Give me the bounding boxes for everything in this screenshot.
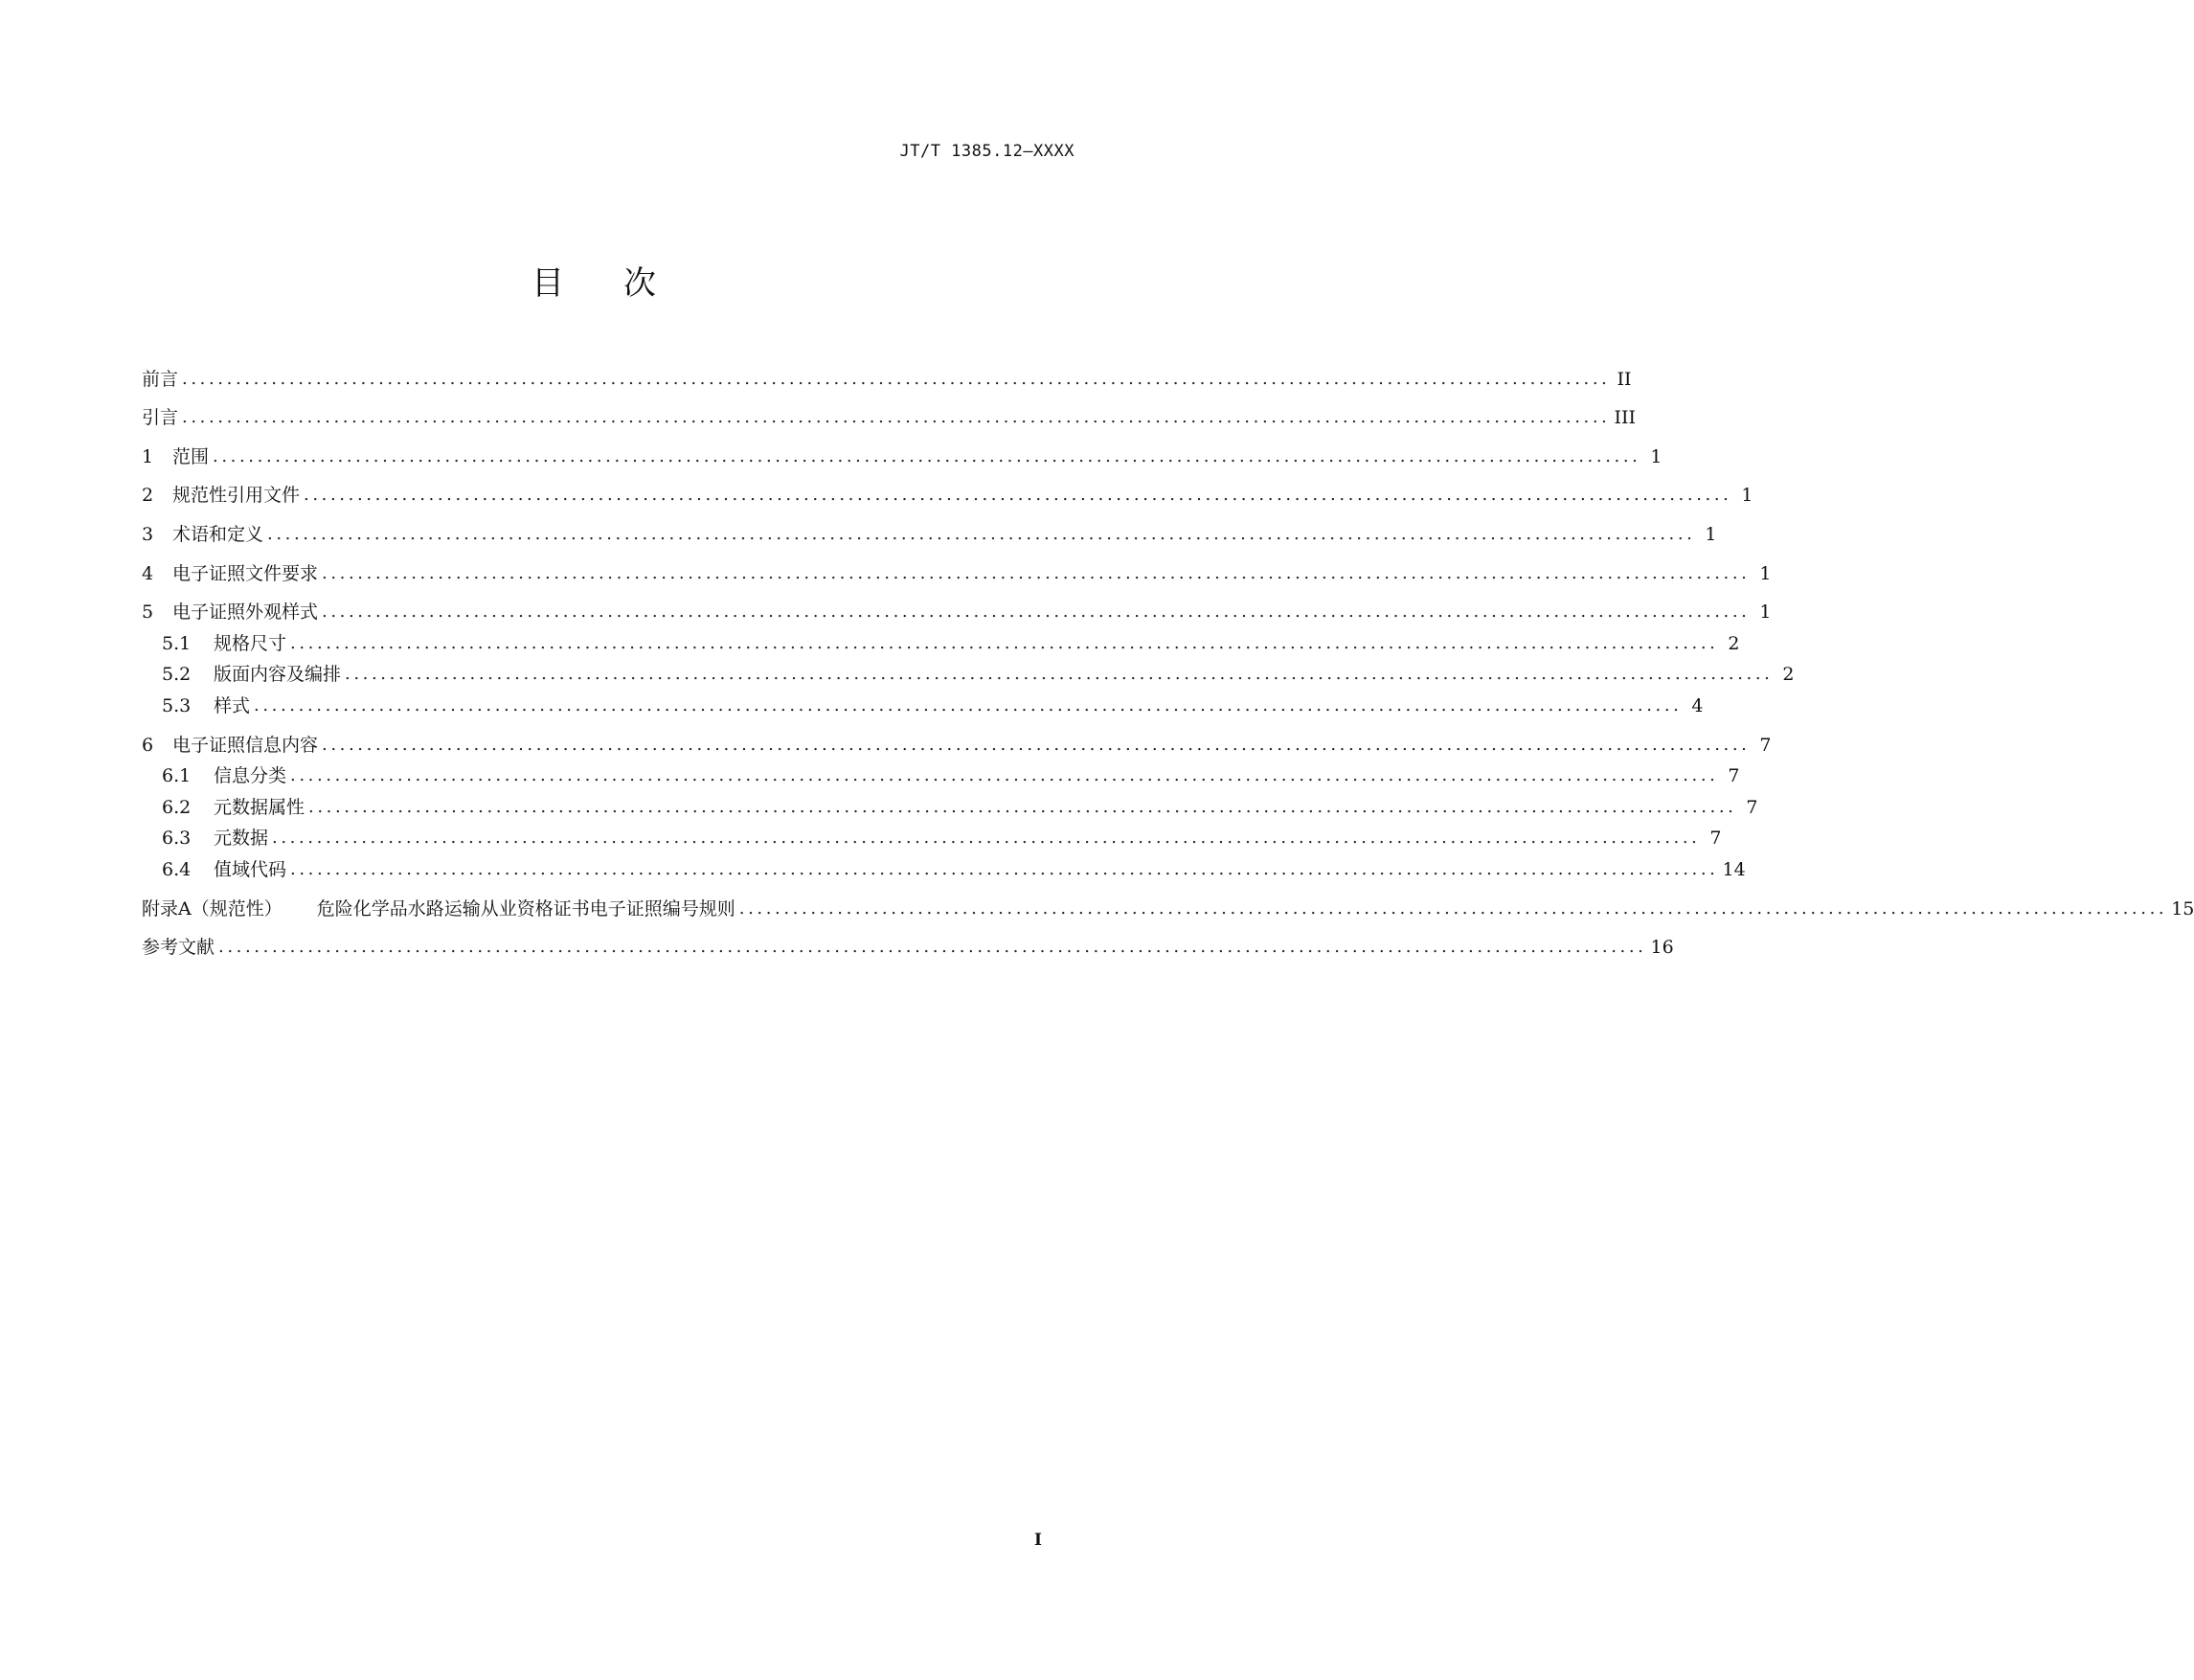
toc-entry-lead: [142, 444, 209, 469]
toc-entry-page: 7: [1709, 828, 1722, 850]
toc-dot-leader: ................................................................................................................................................................: [322, 602, 1751, 623]
toc-entry-number: 6.4: [162, 858, 192, 880]
toc-entry-page: 2: [1728, 632, 1740, 654]
toc-entry-page: 7: [1746, 796, 1758, 818]
toc-entry-number: 6.3: [162, 828, 192, 850]
toc-entry[interactable]: [142, 352, 1632, 392]
toc-entry-lead: [142, 795, 305, 820]
toc-entry-title: 值域代码: [214, 858, 287, 880]
toc-entry-title: 样式: [214, 694, 251, 716]
toc-entry-title: 元数据属性: [214, 796, 305, 818]
toc-entry-number: 附录A（规范性）: [142, 897, 283, 919]
toc-entry-lead: [142, 561, 318, 586]
toc-entry-lead: [142, 733, 318, 758]
toc-dot-leader: ................................................................................................................................................................: [182, 407, 1611, 428]
toc-entry-title: 电子证照外观样式: [172, 602, 319, 624]
toc-entry-page: 1: [1650, 445, 1662, 467]
toc-entry-page: 4: [1691, 694, 1704, 716]
toc-entry-page: 1: [1759, 602, 1772, 624]
toc-entry-page: II: [1617, 368, 1632, 390]
toc-entry-page: 16: [1650, 937, 1674, 959]
toc-dot-leader: ................................................................................................................................................................: [290, 765, 1719, 786]
toc-dot-leader: ................................................................................................................................................................: [738, 897, 2168, 919]
table-of-contents: [142, 352, 2194, 960]
toc-entry-lead: [142, 662, 341, 687]
toc-entry[interactable]: [142, 586, 1772, 625]
toc-dot-leader: ................................................................................................................................................................: [213, 445, 1641, 466]
toc-subentry[interactable]: [142, 758, 1740, 789]
toc-entry-number: 3: [142, 523, 154, 545]
toc-dot-leader: ................................................................................................................................................................: [304, 485, 1732, 506]
toc-entry-number: 2: [142, 485, 154, 507]
toc-entry-lead: [142, 405, 178, 430]
toc-dot-leader: ................................................................................................................................................................: [322, 562, 1751, 583]
toc-dot-leader: ................................................................................................................................................................: [267, 523, 1696, 544]
toc-subentry[interactable]: [142, 624, 1740, 656]
toc-dot-leader: ................................................................................................................................................................: [322, 734, 1751, 755]
toc-entry-number: 1: [142, 445, 154, 467]
toc-entry-lead: [142, 763, 286, 788]
toc-entry-lead: [142, 483, 300, 508]
toc-subentry[interactable]: [142, 788, 1758, 820]
toc-dot-leader: ................................................................................................................................................................: [254, 694, 1683, 715]
page-number: I: [1034, 1531, 1042, 1550]
toc-title-char-1: 目: [532, 264, 564, 303]
toc-dot-leader: ................................................................................................................................................................: [345, 664, 1774, 685]
toc-entry-number: 5.1: [162, 632, 192, 654]
toc-subentry[interactable]: [142, 851, 1746, 882]
toc-entry-lead: [142, 857, 286, 882]
toc-entry[interactable]: [142, 718, 1772, 758]
toc-entry[interactable]: [142, 430, 1662, 469]
toc-entry-page: III: [1614, 407, 1637, 429]
toc-entry-lead: [142, 693, 250, 718]
toc-entry[interactable]: [142, 392, 1637, 431]
toc-entry-page: 14: [1722, 858, 1746, 880]
toc-entry-page: 2: [1782, 664, 1795, 686]
toc-entry-number: 5.2: [162, 664, 192, 686]
toc-entry-title: 电子证照文件要求: [172, 562, 319, 584]
toc-entry-lead: [142, 826, 268, 851]
standard-code: JT/T 1385.12—XXXX: [899, 142, 1074, 161]
toc-entry-number: 6.2: [162, 796, 192, 818]
toc-entry-title: 规范性引用文件: [172, 485, 301, 507]
toc-entry-lead: [142, 522, 263, 547]
toc-entry-number: 6.1: [162, 765, 192, 787]
toc-entry[interactable]: [142, 508, 1717, 547]
toc-entry-page: 7: [1759, 734, 1772, 756]
toc-entry-lead: [142, 897, 735, 921]
toc-entry-lead: [142, 935, 215, 960]
toc-entry-title: 规格尺寸: [214, 632, 287, 654]
toc-dot-leader: ................................................................................................................................................................: [218, 937, 1647, 958]
toc-entry-title: 参考文献: [142, 937, 215, 959]
toc-dot-leader: ................................................................................................................................................................: [272, 828, 1701, 849]
toc-entry-title: 版面内容及编排: [214, 664, 342, 686]
toc-entry-number: 4: [142, 562, 154, 584]
toc-entry-title: 前言: [142, 368, 179, 390]
toc-entry-title: 引言: [142, 407, 179, 429]
toc-entry-lead: [142, 631, 286, 656]
toc-entry-title: 术语和定义: [172, 523, 264, 545]
toc-entry-title: 范围: [172, 445, 210, 467]
toc-dot-leader: ................................................................................................................................................................: [182, 368, 1611, 389]
toc-entry-title: 危险化学品水路运输从业资格证书电子证照编号规则: [316, 897, 735, 919]
toc-entry-lead: [142, 367, 178, 392]
toc-entry-lead: [142, 600, 318, 624]
toc-dot-leader: ................................................................................................................................................................: [308, 796, 1737, 817]
toc-dot-leader: ................................................................................................................................................................: [290, 858, 1719, 879]
toc-entry[interactable]: [142, 882, 2194, 921]
toc-entry-page: 15: [2171, 897, 2194, 919]
toc-subentry[interactable]: [142, 656, 1795, 688]
toc-entry-number: 6: [142, 734, 154, 756]
toc-title: [0, 257, 1187, 304]
toc-entry[interactable]: [142, 469, 1753, 509]
toc-entry-number: 5: [142, 602, 154, 624]
toc-entry-number: 5.3: [162, 694, 192, 716]
toc-entry-title: 元数据: [214, 828, 269, 850]
toc-subentry[interactable]: [142, 687, 1704, 718]
toc-entry[interactable]: [142, 921, 1674, 961]
toc-entry[interactable]: [142, 547, 1772, 586]
toc-entry-page: 1: [1705, 523, 1717, 545]
toc-entry-title: 信息分类: [214, 765, 287, 787]
toc-entry-page: 1: [1741, 485, 1753, 507]
toc-entry-title: 电子证照信息内容: [172, 734, 319, 756]
toc-subentry[interactable]: [142, 820, 1722, 851]
toc-entry-page: 7: [1728, 765, 1740, 787]
toc-dot-leader: ................................................................................................................................................................: [290, 632, 1719, 653]
toc-entry-page: 1: [1759, 562, 1772, 584]
toc-title-char-2: 次: [623, 264, 656, 303]
